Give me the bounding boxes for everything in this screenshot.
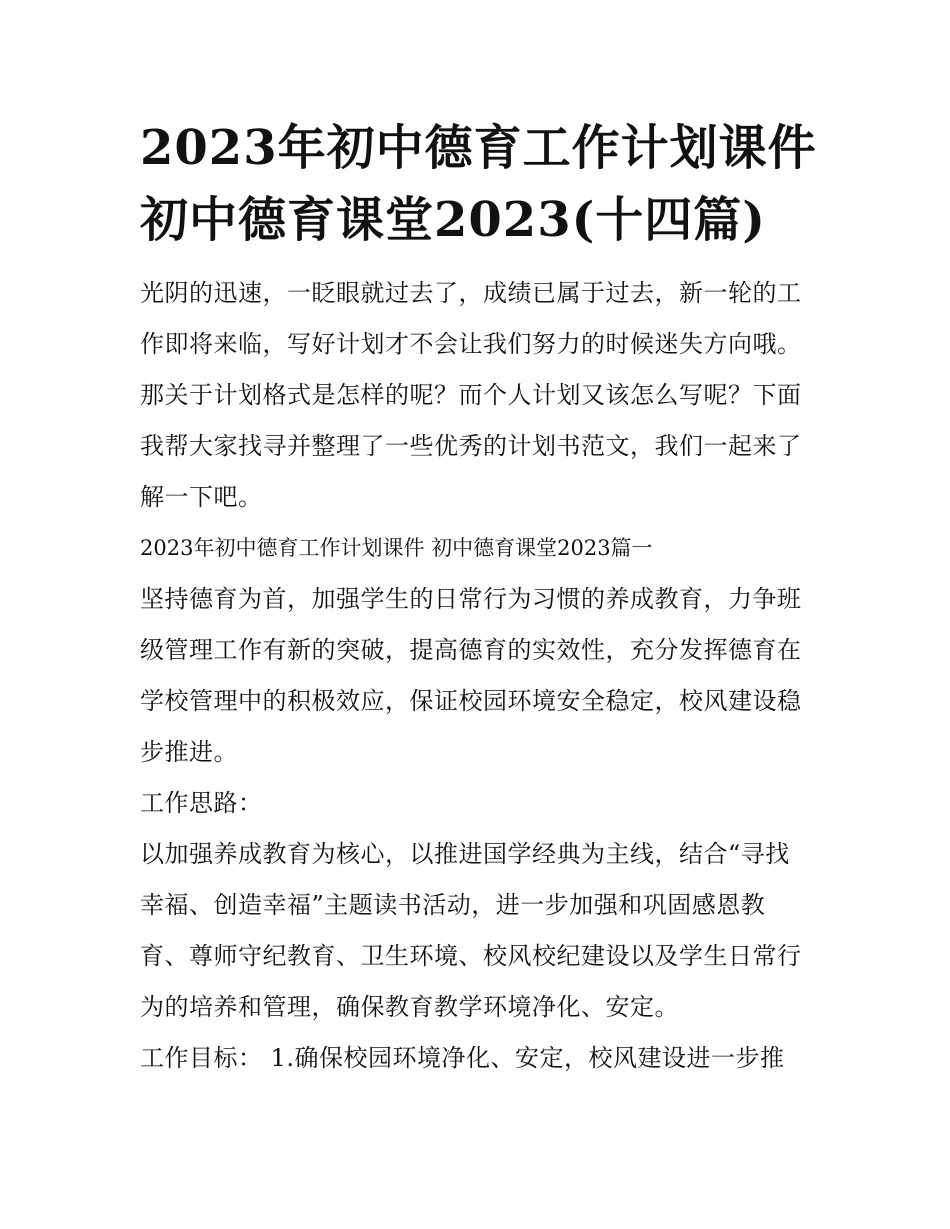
intro-paragraph	[140, 268, 812, 523]
paragraph-line: 级管理工作有新的突破，提高德育的实效性，充分发挥德育在	[140, 636, 802, 664]
paragraph-line: 育、尊师守纪教育、卫生环境、校风校纪建设以及学生日常行	[140, 942, 802, 970]
paragraph-line: 坚持德育为首，加强学生的日常行为习惯的养成教育，力争班	[140, 585, 802, 613]
document-page	[140, 112, 817, 1084]
paragraph-line: 幸福、创造幸福”主题读书活动，进一步加强和巩固感恩教	[140, 891, 766, 919]
title-line-2: 初中德育课堂2023(十四篇)	[140, 192, 767, 248]
paragraph-1	[140, 574, 812, 778]
section-heading: 2023年初中德育工作计划课件 初中德育课堂2023篇一	[140, 536, 653, 560]
paragraph-line: 以加强养成教育为核心，以推进国学经典为主线，结合“寻找	[140, 840, 790, 868]
intro-line: 作即将来临，写好计划才不会让我们努力的时候迷失方向哦。	[140, 330, 802, 358]
paragraph-line: 为的培养和管理，确保教育教学环境净化、安定。	[140, 993, 679, 1021]
work-goal-line: 工作目标： 1.确保校园环境净化、安定，校风建设进一步推	[140, 1044, 785, 1072]
intro-line: 解一下吧。	[140, 483, 263, 511]
title-line-1: 2023年初中德育工作计划课件	[140, 120, 817, 176]
intro-line: 光阴的迅速，一眨眼就过去了，成绩已属于过去，新一轮的工	[140, 279, 802, 307]
intro-line: 那关于计划格式是怎样的呢？而个人计划又该怎么写呢？下面	[140, 381, 802, 409]
document-title	[140, 112, 817, 256]
paragraph-2	[140, 829, 812, 1033]
paragraph-line: 步推进。	[140, 738, 238, 766]
paragraph-line: 学校管理中的积极效应，保证校园环境安全稳定，校风建设稳	[140, 687, 802, 715]
work-idea-label: 工作思路：	[140, 789, 263, 817]
intro-line: 我帮大家找寻并整理了一些优秀的计划书范文，我们一起来了	[140, 432, 802, 460]
